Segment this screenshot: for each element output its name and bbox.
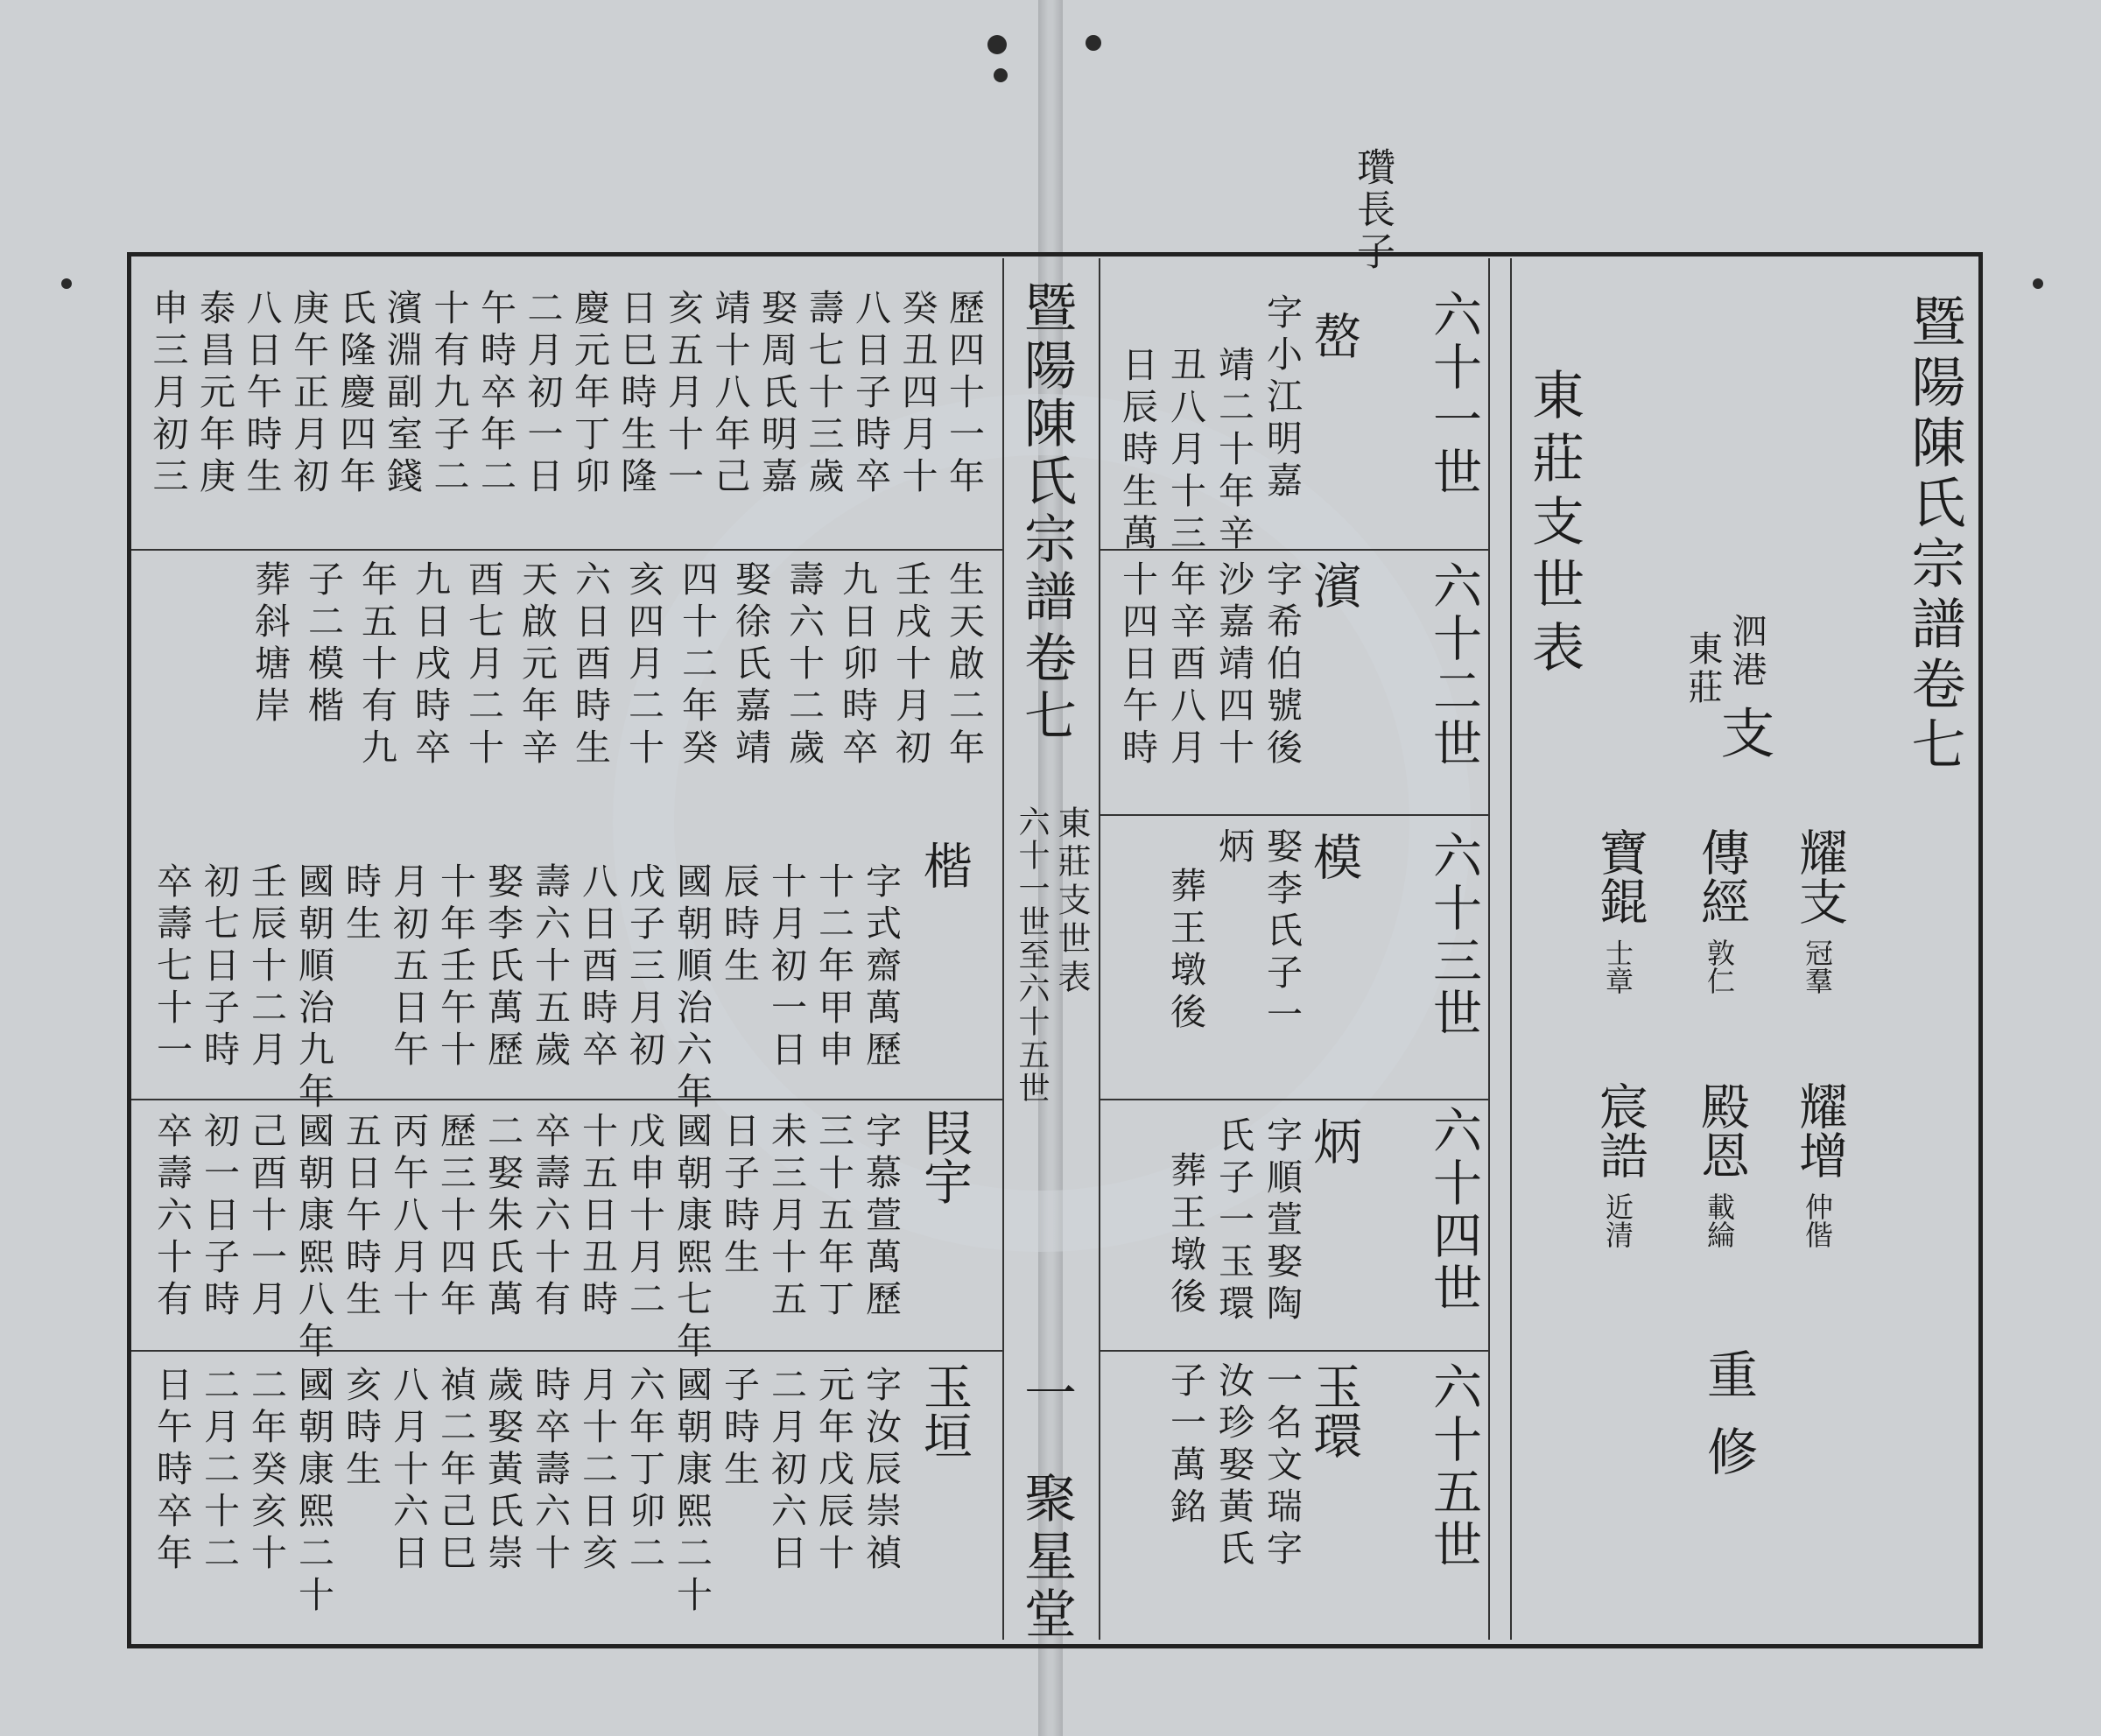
entry-column: 葬王墩後	[1164, 867, 1206, 1035]
entry-column: 卒壽六十有	[529, 1112, 571, 1322]
table-row-rule	[1099, 1350, 1488, 1352]
right-inner-rule	[1510, 258, 1512, 1640]
generation-label: 六十一世	[1425, 289, 1482, 499]
table-row-rule	[1099, 1099, 1488, 1100]
entry-column: 日辰時生萬	[1116, 346, 1158, 556]
header-note: 瓚長子	[1350, 147, 1395, 273]
strip-volume: 卷七	[1015, 630, 1077, 746]
entry-column: 娶李氏子一	[1261, 827, 1303, 1037]
entry-column: 十四日午時	[1116, 560, 1158, 770]
table-row-rule	[131, 549, 1002, 551]
generation-label: 六十二世	[1425, 560, 1482, 770]
editor-name: 寶錕	[1592, 827, 1648, 925]
entry-column: 時生	[340, 862, 382, 946]
book-title: 暨陽陳氏宗譜卷七	[1902, 293, 1966, 777]
entry-column: 壬戌十月初	[889, 560, 931, 770]
entry-column: 己酉十一月	[245, 1112, 287, 1322]
entry-column: 未三月十五	[765, 1112, 807, 1322]
strip-rule	[1002, 258, 1004, 1640]
entry-column: 壽七十三歲	[802, 289, 845, 499]
entry-column: 國朝順治六年	[671, 862, 713, 1114]
entry-column: 天啟元年辛	[516, 560, 558, 770]
entry-column: 辰時生	[718, 862, 760, 988]
entry-column: 沙嘉靖四十	[1212, 560, 1254, 770]
entry-column: 初一日子時	[198, 1112, 240, 1322]
editor-zi: 敦仁	[1703, 938, 1736, 995]
branch-main: 支	[1711, 705, 1775, 759]
person-name: 模	[1305, 832, 1362, 881]
person-name: 叚宇	[916, 1107, 973, 1205]
person-name: 楷	[916, 840, 973, 889]
entry-column: 國朝康熙八年	[292, 1112, 334, 1364]
editor-zi: 冠羣	[1801, 938, 1834, 995]
entry-column: 二月二十二	[198, 1366, 240, 1576]
entry-column: 娶徐氏嘉靖	[729, 560, 771, 770]
entry-column: 亥五月十一	[662, 289, 704, 499]
person-name: 玉環	[1305, 1361, 1362, 1459]
person-name: 濱	[1305, 560, 1362, 609]
table-row-rule	[131, 1350, 1002, 1352]
entry-column: 字汝辰崇禎	[860, 1366, 902, 1576]
entry-column: 時卒壽六十	[529, 1366, 571, 1576]
entry-column: 三十五年丁	[812, 1112, 854, 1322]
entry-column: 子一萬銘	[1164, 1361, 1206, 1529]
entry-column: 十五日丑時	[576, 1112, 618, 1322]
entry-column: 初七日子時	[198, 862, 240, 1072]
entry-column: 二娶朱氏萬	[481, 1112, 523, 1322]
entry-column: 子二模楷	[302, 560, 344, 728]
editor-name: 耀增	[1791, 1081, 1848, 1179]
entry-column: 泰昌元年庚	[193, 289, 235, 499]
entry-column: 國朝順治九年	[292, 862, 334, 1114]
entry-column: 十月初一日	[765, 862, 807, 1072]
entry-column: 八月十六日	[387, 1366, 429, 1576]
entry-column: 元年戊辰十	[812, 1366, 854, 1576]
table-row-rule	[131, 1099, 1002, 1100]
section-title: 東莊支世表	[1523, 368, 1585, 683]
entry-column: 亥時生	[340, 1366, 382, 1492]
entry-column: 國朝康熙七年	[671, 1112, 713, 1364]
entry-column: 日子時生	[718, 1112, 760, 1280]
entry-column: 八日酉時卒	[576, 862, 618, 1072]
entry-column: 亥四月二十	[622, 560, 664, 770]
entry-column: 八日午時生	[240, 289, 283, 499]
entry-column: 字慕萱萬歷	[860, 1112, 902, 1322]
table-right-border	[1488, 258, 1490, 1640]
entry-column: 靖二十年辛	[1212, 346, 1254, 556]
entry-column: 葬斜塘岸	[249, 560, 291, 728]
entry-column: 戊申十月二	[623, 1112, 665, 1322]
entry-column: 五日午時生	[340, 1112, 382, 1322]
entry-column: 年辛酉八月	[1164, 560, 1206, 770]
strip-section: 東莊支世表	[1052, 805, 1091, 998]
entry-column: 二年癸亥十	[245, 1366, 287, 1576]
editor-zi: 仲偕	[1801, 1192, 1834, 1248]
entry-column: 字小江明嘉	[1261, 293, 1303, 503]
entry-column: 字希伯號後	[1261, 560, 1303, 770]
entry-column: 國朝康熙二十	[671, 1366, 713, 1618]
entry-column: 癸丑四月十	[896, 289, 938, 499]
binding-dot	[1086, 35, 1101, 51]
hall-name: 聚星堂	[1015, 1471, 1077, 1644]
generation-label: 六十四世	[1425, 1105, 1482, 1315]
entry-column: 九日戌時卒	[409, 560, 451, 770]
entry-column: 月初五日午	[387, 862, 429, 1072]
entry-column: 壽六十五歲	[529, 862, 571, 1072]
editor-name: 殿恩	[1693, 1081, 1750, 1179]
entry-column: 九日卯時卒	[836, 560, 878, 770]
entry-column: 四十二年癸	[676, 560, 718, 770]
entry-column: 靖十八年己	[708, 289, 751, 499]
entry-column: 申三月初三	[146, 289, 189, 499]
editor-zi: 載綸	[1703, 1192, 1736, 1248]
entry-column: 酉七月二十	[462, 560, 504, 770]
entry-column: 八日子時卒	[849, 289, 891, 499]
entry-column: 娶李氏萬歷	[481, 862, 523, 1072]
entry-column: 日巳時生隆	[615, 289, 657, 499]
entry-column: 字順萱娶陶	[1261, 1116, 1303, 1326]
entry-column: 炳	[1212, 827, 1254, 869]
entry-column: 壽六十二歲	[783, 560, 825, 770]
entry-column: 六日酉時生	[569, 560, 611, 770]
strip-range: 六十一世至六十五世	[1014, 805, 1050, 1105]
entry-column: 六年丁卯二	[623, 1366, 665, 1576]
strip-rule	[1099, 258, 1100, 1640]
entry-column: 氏隆慶四年	[334, 289, 376, 499]
entry-column: 卒壽六十有	[151, 1112, 193, 1322]
person-name: 玉垣	[916, 1361, 973, 1459]
entry-column: 歷四十一年	[943, 289, 985, 499]
entry-column: 慶元年丁卯	[568, 289, 610, 499]
entry-column: 丙午八月十	[387, 1112, 429, 1322]
entry-column: 午時卒年二	[474, 289, 516, 499]
generation-label: 六十五世	[1425, 1361, 1482, 1571]
entry-column: 歷三十四年	[434, 1112, 476, 1322]
entry-column: 壬辰十二月	[245, 862, 287, 1072]
strip-title: 暨陽陳氏宗譜	[1015, 280, 1077, 627]
entry-column: 十二年甲申	[812, 862, 854, 1072]
entry-column: 禎二年己巳	[434, 1366, 476, 1576]
editor-name: 耀支	[1791, 827, 1848, 925]
entry-column: 十年壬午十	[434, 862, 476, 1072]
entry-column: 戊子三月初	[623, 862, 665, 1072]
binding-dot	[2033, 278, 2043, 289]
person-name: 嶅	[1305, 311, 1362, 360]
page-number: 一	[1015, 1366, 1077, 1423]
editors-action: 重修	[1698, 1348, 1758, 1502]
entry-column: 汝珍娶黃氏	[1212, 1361, 1254, 1571]
entry-column: 子時生	[718, 1366, 760, 1492]
branch-small: 泗港	[1726, 613, 1767, 690]
binding-dot	[61, 278, 72, 289]
entry-column: 庚午正月初	[287, 289, 329, 499]
entry-column: 日午時卒年	[151, 1366, 193, 1576]
editor-name: 傳經	[1693, 827, 1750, 925]
entry-column: 一名文瑞字	[1261, 1361, 1303, 1571]
table-row-rule	[1099, 814, 1488, 816]
binding-dot	[987, 35, 1007, 54]
entry-column: 二月初六日	[765, 1366, 807, 1576]
entry-column: 生天啟二年	[943, 560, 985, 770]
entry-column: 月十二日亥	[576, 1366, 618, 1576]
person-name: 炳	[1305, 1116, 1362, 1165]
editor-name: 宸誥	[1592, 1081, 1648, 1179]
branch-sub: 東莊	[1683, 630, 1723, 707]
editor-zi: 近清	[1601, 1192, 1634, 1248]
entry-column: 濱淵副室錢	[381, 289, 423, 499]
entry-column: 國朝康熙二十	[292, 1366, 334, 1618]
editor-zi: 士章	[1601, 938, 1634, 995]
entry-column: 丑八月十三	[1164, 346, 1206, 556]
entry-column: 娶周氏明嘉	[755, 289, 798, 499]
entry-column: 年五十有九	[355, 560, 397, 770]
binding-dot	[994, 68, 1008, 82]
generation-label: 六十三世	[1425, 830, 1482, 1040]
entry-column: 氏子一玉環	[1212, 1116, 1254, 1326]
entry-column: 二月初一日	[521, 289, 564, 499]
entry-column: 歲娶黃氏崇	[481, 1366, 523, 1576]
entry-column: 葬王墩後	[1164, 1151, 1206, 1319]
entry-column: 字式齋萬歷	[860, 862, 902, 1072]
entry-column: 卒壽七十一	[151, 862, 193, 1072]
entry-column: 十有九子二	[427, 289, 470, 499]
